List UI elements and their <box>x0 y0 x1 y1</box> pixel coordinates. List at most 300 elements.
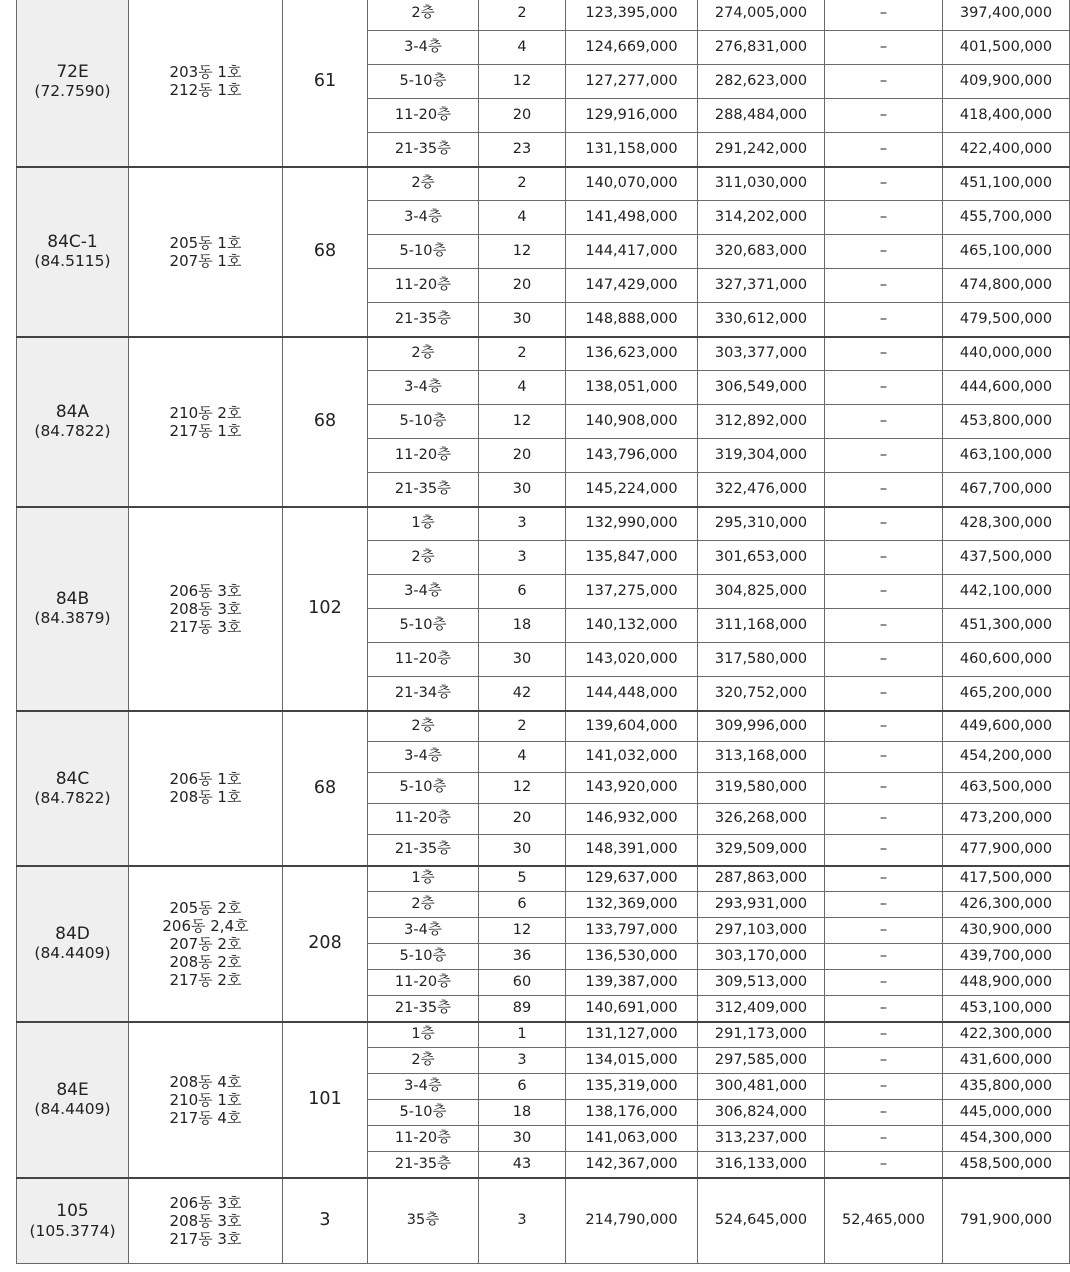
unit-count-cell: 23 <box>479 133 566 167</box>
unit-count-cell: 3 <box>479 1178 566 1264</box>
land-price-cell: 144,417,000 <box>566 235 698 269</box>
unit-type-name: 84A <box>55 402 90 422</box>
total-price-cell: 458,500,000 <box>943 1152 1070 1178</box>
unit-type-cell <box>17 1022 129 1178</box>
total-price-cell: 474,800,000 <box>943 269 1070 303</box>
total-price-cell: 442,100,000 <box>943 575 1070 609</box>
total-units-cell: 68 <box>283 337 368 507</box>
building-price-cell: 311,168,000 <box>698 609 825 643</box>
unit-count-cell: 6 <box>479 1074 566 1100</box>
floor-range-cell: 21-35층 <box>368 835 479 866</box>
unit-type-area: (84.7822) <box>34 788 111 807</box>
floor-range-cell: 2층 <box>368 0 479 31</box>
land-price-cell: 136,530,000 <box>566 944 698 970</box>
land-price-cell: 144,448,000 <box>566 677 698 711</box>
vat-cell: – <box>825 31 943 65</box>
total-price-cell: 454,300,000 <box>943 1126 1070 1152</box>
dong-item: 208동 3호 <box>169 599 242 618</box>
land-price-cell: 140,070,000 <box>566 167 698 201</box>
total-units-cell: 61 <box>283 0 368 167</box>
floor-range-cell: 21-35층 <box>368 1152 479 1178</box>
floor-range-cell: 2층 <box>368 711 479 742</box>
total-price-cell: 444,600,000 <box>943 371 1070 405</box>
land-price-cell: 143,796,000 <box>566 439 698 473</box>
floor-range-cell: 5-10층 <box>368 405 479 439</box>
dong-item: 217동 3호 <box>169 617 242 636</box>
dong-item: 206동 1호 <box>169 770 242 788</box>
vat-cell: – <box>825 337 943 371</box>
vat-cell: – <box>825 643 943 677</box>
vat-cell: 52,465,000 <box>825 1178 943 1264</box>
building-price-cell: 314,202,000 <box>698 201 825 235</box>
building-price-cell: 311,030,000 <box>698 167 825 201</box>
land-price-cell: 138,051,000 <box>566 371 698 405</box>
total-price-cell: 418,400,000 <box>943 99 1070 133</box>
unit-count-cell: 12 <box>479 405 566 439</box>
unit-count-cell: 5 <box>479 866 566 892</box>
unit-count-cell: 12 <box>479 235 566 269</box>
building-price-cell: 291,242,000 <box>698 133 825 167</box>
building-price-cell: 322,476,000 <box>698 473 825 507</box>
building-price-cell: 313,168,000 <box>698 742 825 773</box>
unit-type-area: (72.7590) <box>34 82 111 101</box>
floor-range-cell: 21-35층 <box>368 303 479 337</box>
building-price-cell: 329,509,000 <box>698 835 825 866</box>
unit-count-cell: 3 <box>479 1048 566 1074</box>
unit-count-cell: 3 <box>479 507 566 541</box>
building-price-cell: 309,513,000 <box>698 970 825 996</box>
land-price-cell: 129,916,000 <box>566 99 698 133</box>
total-units-cell: 102 <box>283 507 368 711</box>
vat-cell: – <box>825 473 943 507</box>
land-price-cell: 133,797,000 <box>566 918 698 944</box>
land-price-cell: 145,224,000 <box>566 473 698 507</box>
total-price-cell: 428,300,000 <box>943 507 1070 541</box>
land-price-cell: 142,367,000 <box>566 1152 698 1178</box>
dong-item: 210동 2호 <box>169 403 242 422</box>
vat-cell: – <box>825 575 943 609</box>
land-price-cell: 143,920,000 <box>566 773 698 804</box>
unit-type-area: (84.5115) <box>34 252 111 271</box>
total-price-cell: 451,300,000 <box>943 609 1070 643</box>
dong-list-cell <box>129 507 283 711</box>
dong-item: 208동 2호 <box>169 952 242 971</box>
land-price-cell: 146,932,000 <box>566 804 698 835</box>
total-price-cell: 417,500,000 <box>943 866 1070 892</box>
building-price-cell: 276,831,000 <box>698 31 825 65</box>
floor-range-cell: 21-34층 <box>368 677 479 711</box>
building-price-cell: 282,623,000 <box>698 65 825 99</box>
total-price-cell: 465,200,000 <box>943 677 1070 711</box>
vat-cell: – <box>825 269 943 303</box>
vat-cell: – <box>825 677 943 711</box>
dong-item: 207동 1호 <box>169 251 242 270</box>
land-price-cell: 148,888,000 <box>566 303 698 337</box>
building-price-cell: 320,752,000 <box>698 677 825 711</box>
unit-count-cell: 6 <box>479 892 566 918</box>
dong-item: 217동 1호 <box>169 421 242 440</box>
building-price-cell: 316,133,000 <box>698 1152 825 1178</box>
unit-count-cell: 12 <box>479 65 566 99</box>
unit-count-cell: 43 <box>479 1152 566 1178</box>
total-units-cell: 101 <box>283 1022 368 1178</box>
unit-count-cell: 20 <box>479 804 566 835</box>
table-body <box>17 0 1070 1264</box>
building-price-cell: 320,683,000 <box>698 235 825 269</box>
floor-range-cell: 11-20층 <box>368 970 479 996</box>
land-price-cell: 137,275,000 <box>566 575 698 609</box>
unit-count-cell: 2 <box>479 337 566 371</box>
building-price-cell: 293,931,000 <box>698 892 825 918</box>
land-price-cell: 141,032,000 <box>566 742 698 773</box>
building-price-cell: 297,585,000 <box>698 1048 825 1074</box>
dong-item: 205동 2호 <box>169 898 242 917</box>
floor-range-cell: 2층 <box>368 541 479 575</box>
dong-item: 217동 2호 <box>169 970 242 989</box>
vat-cell: – <box>825 405 943 439</box>
unit-type-name: 84D <box>55 924 90 944</box>
unit-type-name: 84C <box>55 768 90 789</box>
building-price-cell: 301,653,000 <box>698 541 825 575</box>
unit-type-cell <box>17 1178 129 1264</box>
total-price-cell: 431,600,000 <box>943 1048 1070 1074</box>
building-price-cell: 300,481,000 <box>698 1074 825 1100</box>
vat-cell: – <box>825 167 943 201</box>
unit-count-cell: 4 <box>479 742 566 773</box>
building-price-cell: 327,371,000 <box>698 269 825 303</box>
building-price-cell: 309,996,000 <box>698 711 825 742</box>
unit-type-cell <box>17 0 129 167</box>
vat-cell: – <box>825 507 943 541</box>
vat-cell: – <box>825 371 943 405</box>
total-price-cell: 453,800,000 <box>943 405 1070 439</box>
total-price-cell: 460,600,000 <box>943 643 1070 677</box>
vat-cell: – <box>825 303 943 337</box>
total-units-cell: 68 <box>283 711 368 866</box>
vat-cell: – <box>825 996 943 1022</box>
unit-count-cell: 3 <box>479 541 566 575</box>
unit-count-cell: 30 <box>479 303 566 337</box>
floor-range-cell: 2층 <box>368 167 479 201</box>
land-price-cell: 136,623,000 <box>566 337 698 371</box>
land-price-cell: 148,391,000 <box>566 835 698 866</box>
vat-cell: – <box>825 742 943 773</box>
unit-type-cell <box>17 711 129 866</box>
unit-type-cell <box>17 866 129 1022</box>
vat-cell: – <box>825 835 943 866</box>
floor-range-cell: 11-20층 <box>368 269 479 303</box>
vat-cell: – <box>825 773 943 804</box>
vat-cell: – <box>825 892 943 918</box>
unit-count-cell: 20 <box>479 269 566 303</box>
floor-range-cell: 5-10층 <box>368 609 479 643</box>
floor-range-cell: 11-20층 <box>368 99 479 133</box>
unit-count-cell: 2 <box>479 711 566 742</box>
unit-type-area: (105.3774) <box>29 1221 116 1240</box>
table-row <box>17 337 1070 371</box>
vat-cell: – <box>825 235 943 269</box>
vat-cell: – <box>825 970 943 996</box>
dong-list-cell <box>129 1022 283 1178</box>
unit-type-cell <box>17 337 129 507</box>
unit-count-cell: 30 <box>479 835 566 866</box>
total-price-cell: 401,500,000 <box>943 31 1070 65</box>
total-price-cell: 435,800,000 <box>943 1074 1070 1100</box>
land-price-cell: 138,176,000 <box>566 1100 698 1126</box>
land-price-cell: 140,132,000 <box>566 609 698 643</box>
floor-range-cell: 3-4층 <box>368 742 479 773</box>
land-price-cell: 143,020,000 <box>566 643 698 677</box>
total-price-cell: 422,400,000 <box>943 133 1070 167</box>
building-price-cell: 288,484,000 <box>698 99 825 133</box>
total-price-cell: 409,900,000 <box>943 65 1070 99</box>
unit-type-name: 84C-1 <box>47 232 98 252</box>
total-price-cell: 426,300,000 <box>943 892 1070 918</box>
building-price-cell: 312,892,000 <box>698 405 825 439</box>
land-price-cell: 127,277,000 <box>566 65 698 99</box>
unit-type-name: 84B <box>55 589 90 609</box>
unit-count-cell: 4 <box>479 201 566 235</box>
vat-cell: – <box>825 918 943 944</box>
table-row <box>17 1178 1070 1264</box>
vat-cell: – <box>825 0 943 31</box>
vat-cell: – <box>825 944 943 970</box>
unit-count-cell: 30 <box>479 473 566 507</box>
dong-item: 217동 3호 <box>169 1229 242 1248</box>
land-price-cell: 129,637,000 <box>566 866 698 892</box>
unit-count-cell: 42 <box>479 677 566 711</box>
total-price-cell: 467,700,000 <box>943 473 1070 507</box>
unit-type-name: 72E <box>56 61 89 82</box>
unit-type-area: (84.3879) <box>34 609 111 628</box>
land-price-cell: 134,015,000 <box>566 1048 698 1074</box>
dong-list-cell <box>129 866 283 1022</box>
building-price-cell: 297,103,000 <box>698 918 825 944</box>
unit-count-cell: 2 <box>479 167 566 201</box>
total-price-cell: 465,100,000 <box>943 235 1070 269</box>
building-price-cell: 304,825,000 <box>698 575 825 609</box>
vat-cell: – <box>825 1152 943 1178</box>
floor-range-cell: 5-10층 <box>368 65 479 99</box>
building-price-cell: 317,580,000 <box>698 643 825 677</box>
floor-range-cell: 21-35층 <box>368 996 479 1022</box>
land-price-cell: 139,604,000 <box>566 711 698 742</box>
floor-range-cell: 2층 <box>368 892 479 918</box>
floor-range-cell: 2층 <box>368 1048 479 1074</box>
total-price-cell: 445,000,000 <box>943 1100 1070 1126</box>
unit-count-cell: 4 <box>479 31 566 65</box>
unit-count-cell: 1 <box>479 1022 566 1048</box>
vat-cell: – <box>825 439 943 473</box>
vat-cell: – <box>825 711 943 742</box>
total-price-cell: 397,400,000 <box>943 0 1070 31</box>
dong-item: 206동 2,4호 <box>162 916 249 935</box>
floor-range-cell: 11-20층 <box>368 1126 479 1152</box>
unit-type-name: 105 <box>56 1201 89 1222</box>
total-price-cell: 463,500,000 <box>943 773 1070 804</box>
dong-item: 210동 1호 <box>169 1090 242 1109</box>
floor-range-cell: 5-10층 <box>368 944 479 970</box>
floor-range-cell: 5-10층 <box>368 235 479 269</box>
vat-cell: – <box>825 1048 943 1074</box>
floor-range-cell: 1층 <box>368 1022 479 1048</box>
unit-type-area: (84.4409) <box>34 1100 111 1119</box>
vat-cell: – <box>825 1126 943 1152</box>
floor-range-cell: 3-4층 <box>368 201 479 235</box>
table-row <box>17 507 1070 541</box>
unit-type-cell <box>17 167 129 337</box>
unit-type-name: 84E <box>56 1080 89 1100</box>
vat-cell: – <box>825 804 943 835</box>
dong-list-cell <box>129 1178 283 1264</box>
unit-count-cell: 12 <box>479 918 566 944</box>
building-price-cell: 319,580,000 <box>698 773 825 804</box>
floor-range-cell: 3-4층 <box>368 371 479 405</box>
total-price-cell: 430,900,000 <box>943 918 1070 944</box>
unit-count-cell: 36 <box>479 944 566 970</box>
dong-list-cell <box>129 0 283 167</box>
vat-cell: – <box>825 1100 943 1126</box>
land-price-cell: 140,908,000 <box>566 405 698 439</box>
floor-range-cell: 11-20층 <box>368 804 479 835</box>
total-price-cell: 440,000,000 <box>943 337 1070 371</box>
total-price-cell: 422,300,000 <box>943 1022 1070 1048</box>
land-price-cell: 141,063,000 <box>566 1126 698 1152</box>
building-price-cell: 313,237,000 <box>698 1126 825 1152</box>
floor-range-cell: 5-10층 <box>368 773 479 804</box>
building-price-cell: 330,612,000 <box>698 303 825 337</box>
unit-count-cell: 12 <box>479 773 566 804</box>
dong-item: 208동 1호 <box>169 788 242 806</box>
floor-range-cell: 1층 <box>368 866 479 892</box>
land-price-cell: 140,691,000 <box>566 996 698 1022</box>
land-price-cell: 123,395,000 <box>566 0 698 31</box>
table-row <box>17 167 1070 201</box>
vat-cell: – <box>825 1022 943 1048</box>
unit-type-area: (84.4409) <box>34 944 111 963</box>
total-price-cell: 477,900,000 <box>943 835 1070 866</box>
floor-range-cell: 11-20층 <box>368 439 479 473</box>
total-units-cell: 68 <box>283 167 368 337</box>
dong-list-cell <box>129 711 283 866</box>
building-price-cell: 326,268,000 <box>698 804 825 835</box>
building-price-cell: 295,310,000 <box>698 507 825 541</box>
building-price-cell: 303,377,000 <box>698 337 825 371</box>
land-price-cell: 214,790,000 <box>566 1178 698 1264</box>
unit-type-cell <box>17 507 129 711</box>
total-price-cell: 463,100,000 <box>943 439 1070 473</box>
dong-item: 217동 4호 <box>169 1108 242 1127</box>
table-row <box>17 0 1070 31</box>
dong-list-cell <box>129 337 283 507</box>
unit-count-cell: 18 <box>479 609 566 643</box>
total-price-cell: 439,700,000 <box>943 944 1070 970</box>
total-units-cell: 208 <box>283 866 368 1022</box>
unit-count-cell: 30 <box>479 1126 566 1152</box>
unit-count-cell: 60 <box>479 970 566 996</box>
unit-count-cell: 4 <box>479 371 566 405</box>
dong-item: 212동 1호 <box>169 81 242 100</box>
dong-item: 205동 1호 <box>169 233 242 252</box>
dong-list-cell <box>129 167 283 337</box>
floor-range-cell: 2층 <box>368 337 479 371</box>
building-price-cell: 312,409,000 <box>698 996 825 1022</box>
floor-range-cell: 3-4층 <box>368 1074 479 1100</box>
floor-range-cell: 21-35층 <box>368 473 479 507</box>
land-price-cell: 132,990,000 <box>566 507 698 541</box>
building-price-cell: 524,645,000 <box>698 1178 825 1264</box>
vat-cell: – <box>825 65 943 99</box>
total-price-cell: 448,900,000 <box>943 970 1070 996</box>
total-price-cell: 455,700,000 <box>943 201 1070 235</box>
vat-cell: – <box>825 609 943 643</box>
building-price-cell: 306,824,000 <box>698 1100 825 1126</box>
dong-item: 207동 2호 <box>169 934 242 953</box>
vat-cell: – <box>825 201 943 235</box>
floor-range-cell: 5-10층 <box>368 1100 479 1126</box>
land-price-cell: 132,369,000 <box>566 892 698 918</box>
table-row <box>17 866 1070 892</box>
building-price-cell: 291,173,000 <box>698 1022 825 1048</box>
unit-count-cell: 6 <box>479 575 566 609</box>
building-price-cell: 274,005,000 <box>698 0 825 31</box>
dong-item: 208동 3호 <box>169 1211 242 1230</box>
land-price-cell: 124,669,000 <box>566 31 698 65</box>
unit-count-cell: 30 <box>479 643 566 677</box>
dong-item: 208동 4호 <box>169 1072 242 1091</box>
floor-range-cell: 35층 <box>368 1178 479 1264</box>
land-price-cell: 139,387,000 <box>566 970 698 996</box>
floor-range-cell: 3-4층 <box>368 575 479 609</box>
dong-item: 206동 3호 <box>169 1193 242 1212</box>
unit-type-area: (84.7822) <box>34 422 111 441</box>
building-price-cell: 306,549,000 <box>698 371 825 405</box>
floor-range-cell: 3-4층 <box>368 31 479 65</box>
unit-count-cell: 2 <box>479 0 566 31</box>
total-units-cell: 3 <box>283 1178 368 1264</box>
vat-cell: – <box>825 99 943 133</box>
table-row <box>17 711 1070 742</box>
total-price-cell: 451,100,000 <box>943 167 1070 201</box>
unit-count-cell: 20 <box>479 99 566 133</box>
land-price-cell: 147,429,000 <box>566 269 698 303</box>
total-price-cell: 449,600,000 <box>943 711 1070 742</box>
unit-count-cell: 20 <box>479 439 566 473</box>
total-price-cell: 791,900,000 <box>943 1178 1070 1264</box>
dong-item: 203동 1호 <box>169 63 242 82</box>
building-price-cell: 287,863,000 <box>698 866 825 892</box>
unit-count-cell: 18 <box>479 1100 566 1126</box>
vat-cell: – <box>825 1074 943 1100</box>
floor-range-cell: 1층 <box>368 507 479 541</box>
land-price-cell: 135,319,000 <box>566 1074 698 1100</box>
floor-range-cell: 21-35층 <box>368 133 479 167</box>
unit-count-cell: 89 <box>479 996 566 1022</box>
building-price-cell: 319,304,000 <box>698 439 825 473</box>
price-table <box>16 0 1070 1264</box>
total-price-cell: 479,500,000 <box>943 303 1070 337</box>
total-price-cell: 473,200,000 <box>943 804 1070 835</box>
building-price-cell: 303,170,000 <box>698 944 825 970</box>
land-price-cell: 135,847,000 <box>566 541 698 575</box>
floor-range-cell: 11-20층 <box>368 643 479 677</box>
total-price-cell: 454,200,000 <box>943 742 1070 773</box>
floor-range-cell: 3-4층 <box>368 918 479 944</box>
land-price-cell: 131,127,000 <box>566 1022 698 1048</box>
dong-item: 206동 3호 <box>169 581 242 600</box>
land-price-cell: 131,158,000 <box>566 133 698 167</box>
vat-cell: – <box>825 866 943 892</box>
